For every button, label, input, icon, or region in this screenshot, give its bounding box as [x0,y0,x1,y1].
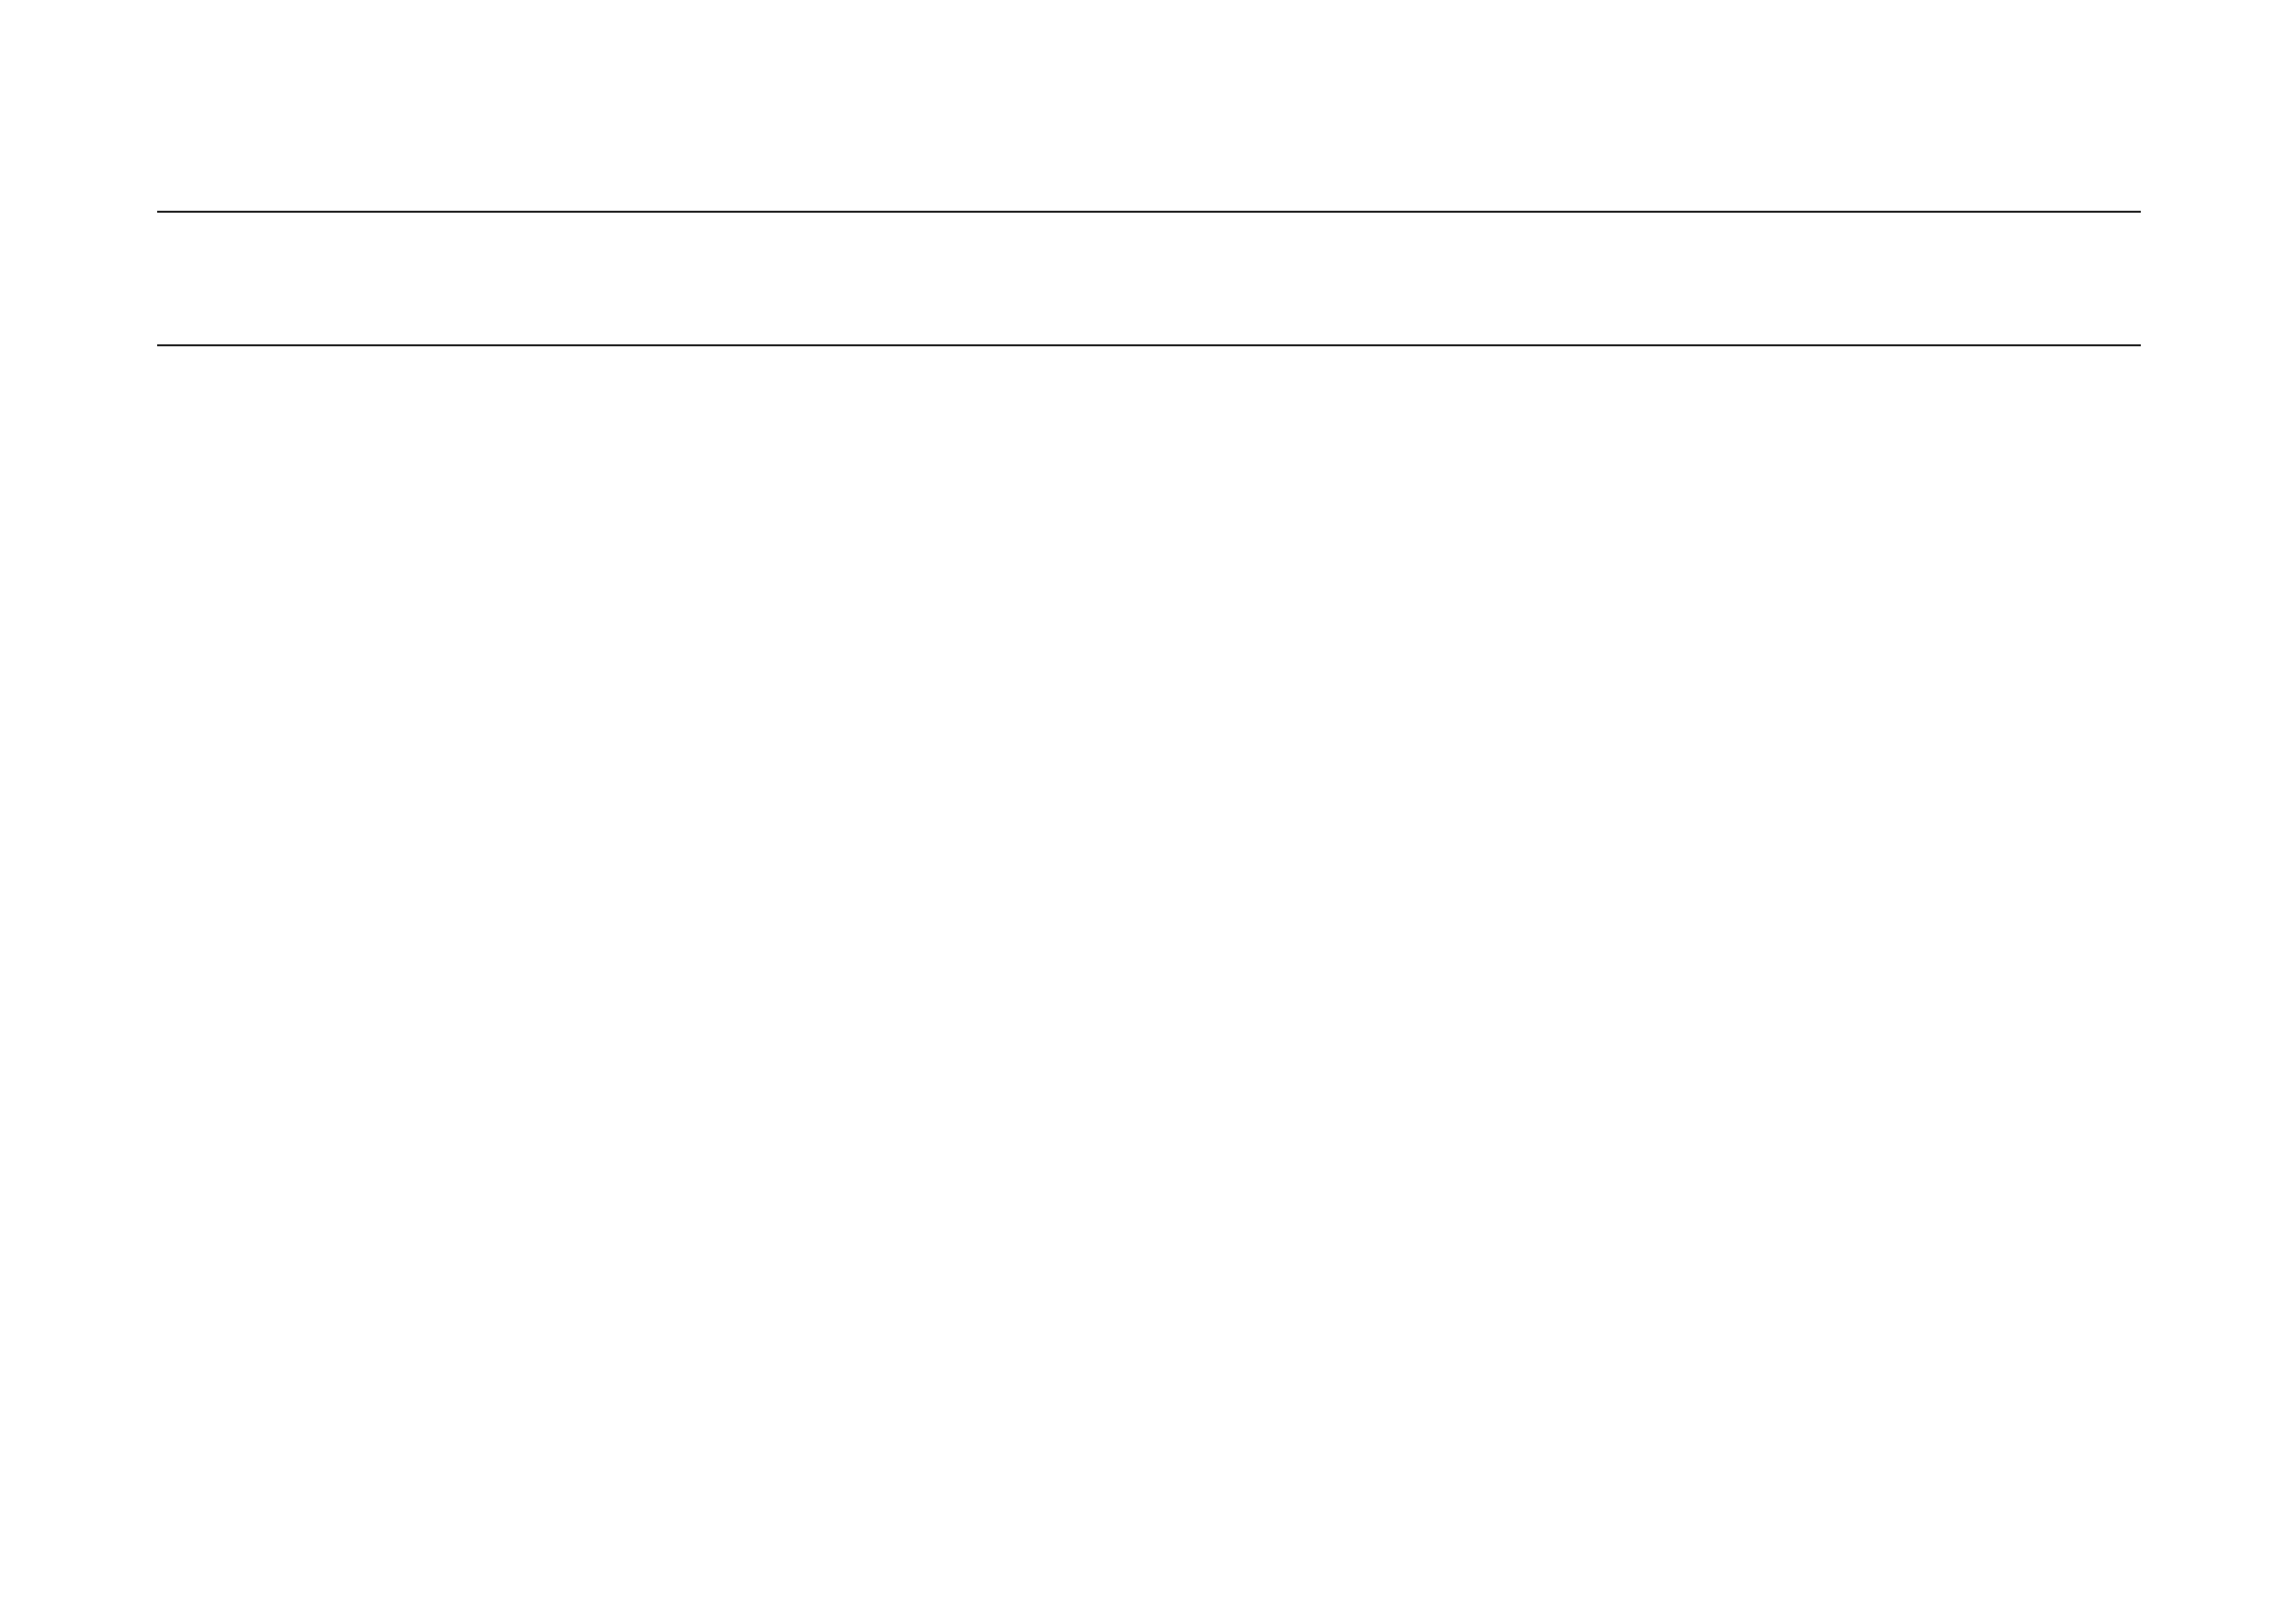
header-top-rule [157,211,2141,213]
header-bottom-rule [157,344,2141,346]
table-header [157,211,2141,346]
